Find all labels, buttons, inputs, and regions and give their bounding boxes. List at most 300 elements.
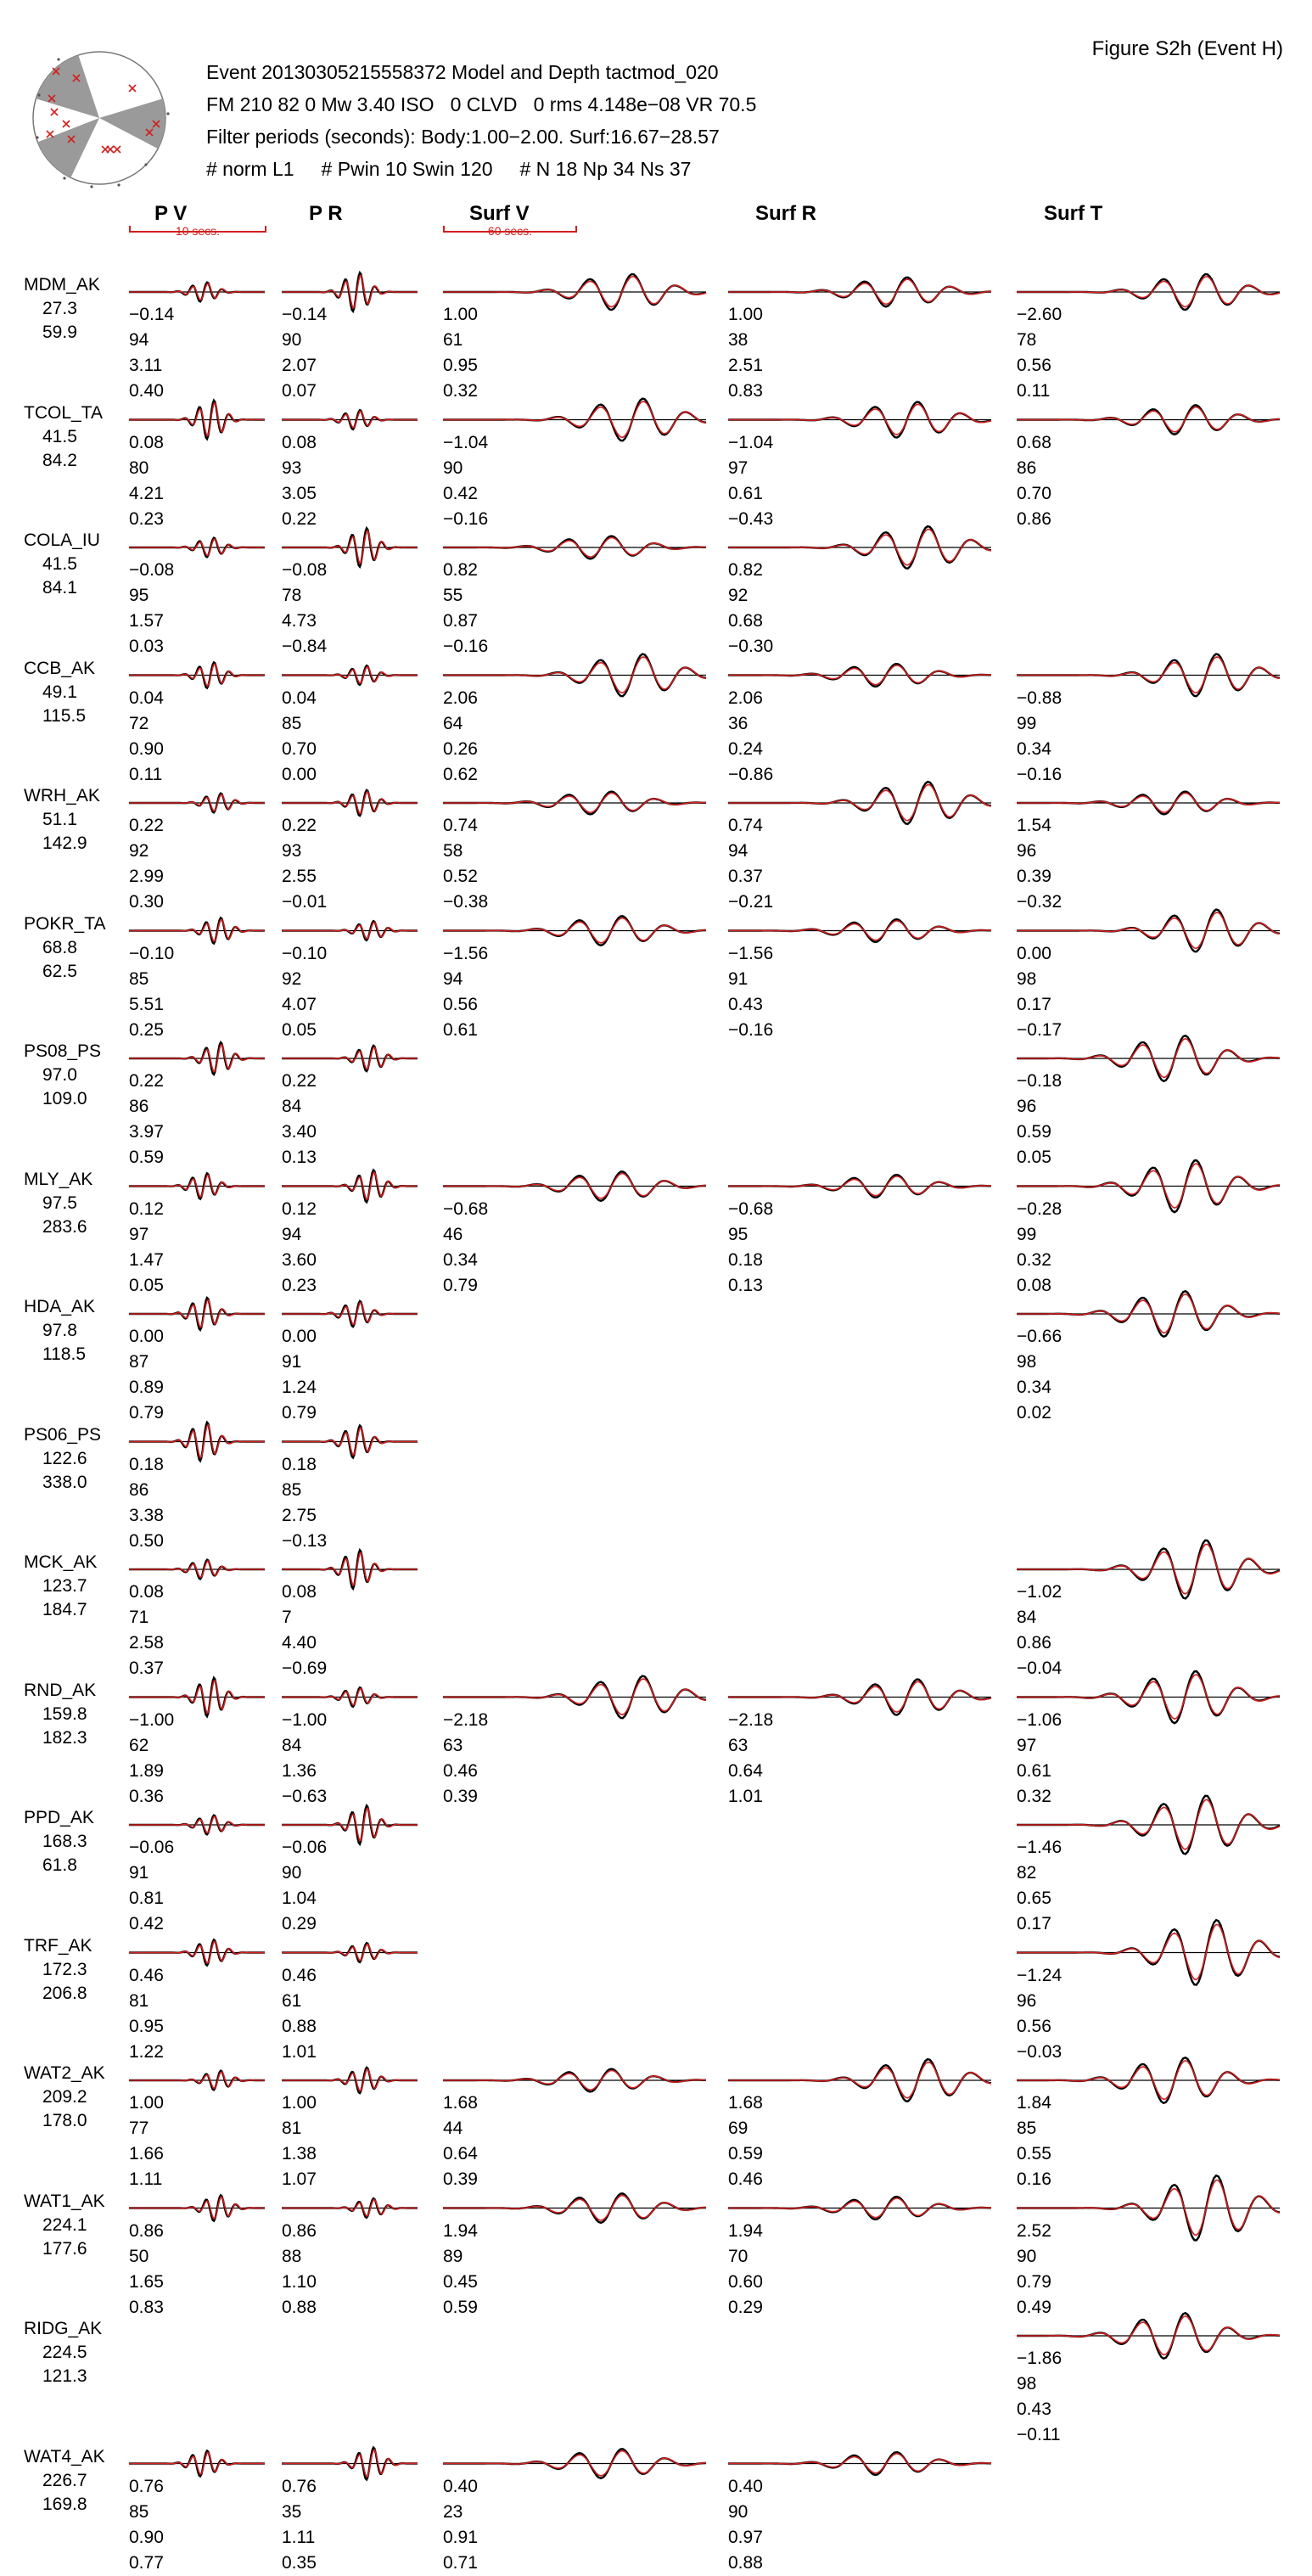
weight: 0.35 — [282, 2552, 317, 2573]
fit-stats-sr — [728, 1708, 773, 1810]
weight: 1.07 — [282, 2169, 317, 2189]
cross-correlation: 55 — [443, 586, 463, 605]
fit-stats-pv — [129, 941, 174, 1043]
fit-stats-pv — [129, 1835, 174, 1937]
synthetic-trace — [282, 792, 418, 814]
cross-correlation: 84 — [282, 1097, 302, 1116]
station-name: PS08_PS — [24, 1041, 102, 1061]
time-shift: 0.46 — [282, 1965, 317, 1985]
time-shift: −1.04 — [728, 432, 774, 452]
observed-trace — [728, 278, 991, 306]
time-shift: −0.68 — [728, 1198, 774, 1219]
synthetic-trace — [282, 1303, 418, 1325]
column-header-st: Surf T — [1044, 202, 1103, 225]
amplitude-ratio: 0.52 — [443, 867, 478, 886]
synthetic-trace — [129, 283, 265, 300]
amplitude-ratio: 0.46 — [443, 1760, 478, 1781]
station-name: HDA_AK — [24, 1297, 96, 1316]
time-shift: 1.00 — [443, 305, 478, 324]
station-az: 121.3 — [42, 2366, 87, 2386]
cross-correlation: 98 — [1017, 1352, 1037, 1372]
synthetic-trace — [282, 1689, 418, 1705]
cross-correlation: 77 — [129, 2119, 149, 2138]
station-dist: 41.5 — [42, 554, 77, 574]
figure-label: Figure S2h (Event H) — [1091, 37, 1283, 60]
weight: 0.46 — [728, 2169, 763, 2189]
station-name: WAT2_AK — [24, 2063, 105, 2083]
synthetic-trace — [728, 921, 991, 940]
station-az: 177.6 — [42, 2238, 87, 2259]
station-label — [24, 784, 100, 856]
amplitude-ratio: 0.97 — [728, 2527, 763, 2547]
station-label — [24, 401, 103, 473]
cross-correlation: 35 — [282, 2501, 302, 2522]
weight: −0.11 — [1017, 2425, 1061, 2444]
fit-stats-st — [1017, 941, 1062, 1043]
cross-correlation: 86 — [129, 1479, 149, 1500]
amplitude-ratio: 0.56 — [1017, 2016, 1051, 2036]
fit-stats-st — [1017, 1197, 1062, 1299]
amplitude-ratio: 0.45 — [443, 2271, 478, 2292]
amplitude-ratio: 1.04 — [282, 1889, 317, 1908]
fit-stats-st — [1017, 430, 1051, 532]
fit-stats-pr — [282, 1452, 327, 1554]
synthetic-trace — [129, 664, 265, 686]
fit-stats-sv — [443, 2091, 478, 2192]
observed-trace — [443, 2449, 706, 2478]
station-label — [24, 1040, 101, 1111]
station-az: 338.0 — [42, 1472, 87, 1492]
amplitude-ratio: 3.40 — [282, 1122, 317, 1142]
station-az: 206.8 — [42, 1983, 87, 2003]
time-shift: 2.06 — [443, 687, 478, 708]
station-az: 109.0 — [42, 1089, 87, 1108]
synthetic-trace — [443, 2451, 706, 2476]
cross-correlation: 87 — [129, 1352, 149, 1372]
synthetic-trace — [129, 1300, 265, 1327]
cross-correlation: 85 — [129, 2501, 149, 2522]
station-dist: 168.3 — [42, 1832, 87, 1851]
synthetic-trace — [282, 1047, 418, 1069]
amplitude-ratio: 3.38 — [129, 1505, 164, 1525]
amplitude-ratio: 0.18 — [728, 1249, 763, 1270]
station-az: 84.1 — [42, 578, 77, 598]
observed-trace — [129, 662, 265, 687]
fit-stats-pr — [282, 2219, 317, 2321]
time-shift: −2.18 — [728, 1709, 774, 1730]
cross-correlation: 89 — [443, 2246, 463, 2266]
focal-mechanism-beachball — [19, 37, 180, 199]
station-name: WAT1_AK — [24, 2191, 105, 2211]
cross-correlation: 84 — [282, 1735, 302, 1755]
cross-correlation: 90 — [443, 457, 463, 478]
cross-correlation: 78 — [282, 586, 302, 605]
observed-trace — [728, 2452, 991, 2475]
cross-correlation: 84 — [1017, 1608, 1037, 1627]
station-dist: 97.5 — [42, 1193, 77, 1213]
time-shift: 0.86 — [282, 2220, 317, 2241]
time-shift: −1.56 — [443, 943, 489, 963]
fit-stats-pv — [129, 686, 164, 788]
cross-correlation: 85 — [129, 968, 149, 989]
amplitude-ratio: 0.42 — [443, 483, 478, 503]
observed-trace — [728, 2059, 991, 2102]
amplitude-ratio: 2.75 — [282, 1505, 317, 1525]
synthetic-trace — [282, 2450, 418, 2477]
amplitude-ratio: 1.89 — [129, 1760, 164, 1781]
synthetic-trace — [443, 657, 706, 693]
time-scale-bar-pv — [129, 225, 266, 239]
time-shift: 0.18 — [282, 1454, 317, 1474]
fit-stats-st — [1017, 2219, 1051, 2321]
amplitude-ratio: 0.56 — [1017, 356, 1051, 375]
cross-correlation: 97 — [728, 457, 749, 478]
time-shift: 1.94 — [728, 2220, 763, 2241]
cross-correlation: 94 — [129, 330, 149, 350]
synthetic-trace — [1017, 2180, 1280, 2236]
column-header-pv: P V — [154, 202, 188, 225]
weight: −0.04 — [1017, 1658, 1062, 1678]
weight: −0.16 — [728, 1019, 774, 1040]
station-dist: 68.8 — [42, 937, 77, 957]
observed-trace — [282, 665, 418, 685]
fit-stats-pr — [282, 2091, 317, 2192]
amplitude-ratio: 0.64 — [443, 2144, 478, 2164]
synthetic-trace — [129, 2072, 265, 2088]
time-shift: 0.22 — [129, 816, 164, 835]
weight: 0.29 — [282, 1914, 317, 1933]
fit-stats-sv — [443, 558, 488, 659]
time-shift: 0.76 — [129, 2476, 164, 2496]
weight: 0.07 — [282, 381, 317, 401]
station-dist: 226.7 — [42, 2470, 87, 2490]
amplitude-ratio: 0.59 — [728, 2144, 763, 2164]
cross-correlation: 94 — [443, 968, 463, 989]
weight: 0.71 — [443, 2552, 478, 2573]
cross-correlation: 91 — [129, 1863, 149, 1883]
amplitude-ratio: 0.43 — [1017, 2399, 1051, 2419]
event-header — [206, 56, 756, 185]
station-az: 182.3 — [42, 1727, 87, 1748]
cross-correlation: 63 — [443, 1735, 463, 1755]
fit-stats-sr — [728, 2474, 763, 2576]
amplitude-ratio: 2.51 — [728, 356, 763, 375]
time-shift: −1.02 — [1017, 1582, 1062, 1602]
fit-stats-pr — [282, 558, 327, 659]
station-label — [24, 273, 100, 345]
synthetic-trace — [443, 2196, 706, 2220]
station-name: TCOL_TA — [24, 402, 103, 423]
amplitude-ratio: 1.10 — [282, 2271, 317, 2292]
amplitude-ratio: 0.68 — [728, 611, 763, 631]
time-shift: −0.08 — [129, 560, 175, 580]
synthetic-trace — [443, 1174, 706, 1198]
fit-stats-pr — [282, 430, 317, 532]
weight: −0.38 — [443, 892, 489, 912]
observed-trace — [728, 2197, 991, 2220]
cross-correlation: 38 — [728, 330, 749, 350]
time-shift: −1.00 — [282, 1709, 328, 1730]
amplitude-ratio: 0.64 — [728, 1760, 763, 1781]
fit-stats-sv — [443, 941, 488, 1043]
amplitude-ratio: 0.17 — [1017, 994, 1051, 1014]
fit-stats-pr — [282, 1963, 317, 2065]
synthetic-trace — [728, 279, 991, 304]
observed-trace — [129, 1816, 265, 1835]
station-label — [24, 2445, 105, 2517]
weight: 0.32 — [1017, 1786, 1051, 1806]
cross-correlation: 99 — [1017, 1224, 1037, 1244]
station-az: 115.5 — [42, 705, 86, 726]
weight: −0.32 — [1017, 892, 1062, 912]
observed-trace — [282, 1943, 418, 1962]
cross-correlation: 64 — [443, 713, 463, 733]
time-shift: 1.84 — [1017, 2093, 1051, 2113]
weight: 0.39 — [443, 2169, 478, 2189]
fit-stats-pr — [282, 302, 327, 404]
observed-trace — [129, 283, 265, 302]
weight: −0.16 — [1017, 764, 1062, 784]
time-shift: −0.18 — [1017, 1071, 1062, 1091]
fit-stats-st — [1017, 2091, 1051, 2192]
cross-correlation: 98 — [1017, 2374, 1037, 2394]
weight: 0.11 — [129, 764, 163, 784]
fit-stats-sr — [728, 2219, 763, 2321]
weight: −0.03 — [1017, 2041, 1062, 2062]
weight: 0.49 — [1017, 2297, 1051, 2317]
cross-correlation: 93 — [282, 457, 302, 478]
synthetic-trace — [129, 794, 265, 811]
fit-stats-sr — [728, 558, 773, 659]
time-shift: −0.10 — [129, 943, 175, 963]
amplitude-ratio: 4.21 — [129, 483, 164, 503]
amplitude-ratio: 0.60 — [728, 2271, 763, 2292]
fit-stats-pv — [129, 1197, 164, 1299]
station-label — [24, 2190, 105, 2261]
fit-stats-st — [1017, 1963, 1062, 2065]
synthetic-trace — [282, 1945, 418, 1961]
fault-mechanism-line: FM 210 82 0 Mw 3.40 ISO 0 CLVD 0 rms 4.148e−08 VR 70.5 — [206, 93, 757, 115]
weight: 0.23 — [282, 1275, 317, 1295]
station-name: WAT4_AK — [24, 2446, 105, 2467]
fit-stats-st — [1017, 1324, 1062, 1426]
amplitude-ratio: 5.51 — [129, 994, 164, 1014]
weight: −0.84 — [282, 637, 328, 656]
weight: 0.25 — [129, 1019, 164, 1040]
amplitude-ratio: 4.40 — [282, 1633, 317, 1653]
inversion-params-line: # norm L1 # Pwin 10 Swin 120 # N 18 Np 34 Ns 37 — [206, 158, 692, 180]
weight: −0.86 — [728, 764, 774, 784]
weight: 0.02 — [1017, 1403, 1051, 1423]
observed-trace — [129, 2450, 265, 2476]
time-scale-label-pv: 10 secs. — [175, 224, 221, 238]
fit-stats-sv — [443, 430, 488, 532]
weight: 0.11 — [1017, 381, 1051, 401]
weight: 0.79 — [129, 1403, 164, 1423]
fit-stats-sv — [443, 1197, 488, 1299]
synthetic-trace — [728, 2198, 991, 2218]
observed-trace — [728, 664, 991, 687]
weight: 0.39 — [443, 1786, 478, 1806]
weight: 0.05 — [129, 1275, 164, 1295]
observed-trace — [443, 2069, 706, 2092]
cross-correlation: 81 — [129, 1990, 149, 2011]
station-az: 61.8 — [42, 1855, 77, 1875]
cross-correlation: 61 — [282, 1990, 302, 2011]
time-shift: −1.24 — [1017, 1965, 1062, 1985]
station-label — [24, 2317, 102, 2388]
amplitude-ratio: 1.65 — [129, 2271, 164, 2292]
time-shift: 0.00 — [129, 1327, 164, 1346]
time-shift: 0.08 — [282, 432, 317, 452]
weight: −0.13 — [282, 1530, 328, 1551]
amplitude-ratio: 0.70 — [1017, 483, 1051, 503]
cross-correlation: 98 — [1017, 968, 1037, 989]
station-name: TRF_AK — [24, 1935, 93, 1956]
fit-stats-sv — [443, 813, 488, 915]
time-shift: 0.04 — [282, 687, 317, 708]
amplitude-ratio: 2.07 — [282, 356, 317, 375]
station-az: 169.8 — [42, 2494, 87, 2514]
weight: 0.61 — [443, 1019, 478, 1040]
cross-correlation: 58 — [443, 841, 463, 861]
station-az: 118.5 — [42, 1344, 86, 1364]
cross-correlation: 86 — [129, 1097, 149, 1116]
synthetic-trace — [282, 923, 418, 939]
fit-stats-pv — [129, 1580, 164, 1681]
synthetic-trace — [129, 1816, 265, 1832]
time-shift: −0.06 — [282, 1838, 328, 1857]
synthetic-trace — [1017, 407, 1280, 432]
amplitude-ratio: 4.07 — [282, 994, 317, 1014]
observed-trace — [129, 918, 265, 943]
weight: −0.16 — [443, 637, 489, 656]
cross-correlation: 23 — [443, 2501, 463, 2522]
station-dist: 122.6 — [42, 1448, 87, 1468]
cross-correlation: 96 — [1017, 841, 1037, 861]
cross-correlation: 44 — [443, 2119, 463, 2138]
time-shift: −0.68 — [443, 1198, 489, 1219]
station-az: 59.9 — [42, 323, 77, 342]
cross-correlation: 63 — [728, 1735, 749, 1755]
column-header-sr: Surf R — [755, 202, 816, 225]
time-shift: 1.94 — [443, 2220, 478, 2241]
fit-stats-pv — [129, 430, 164, 532]
synthetic-trace — [129, 2452, 265, 2474]
time-scale-bar-sv — [443, 225, 577, 239]
time-shift: 0.22 — [282, 1071, 317, 1091]
observed-trace — [282, 2198, 418, 2218]
amplitude-ratio: 0.34 — [1017, 738, 1051, 759]
synthetic-trace — [129, 1045, 265, 1072]
cross-correlation: 99 — [1017, 713, 1037, 733]
weight: 1.11 — [129, 2169, 163, 2189]
amplitude-ratio: 0.86 — [1017, 1633, 1051, 1653]
amplitude-ratio: 2.99 — [129, 867, 164, 886]
weight: −0.21 — [728, 892, 774, 912]
station-name: CCB_AK — [24, 658, 96, 678]
station-az: 178.0 — [42, 2111, 87, 2130]
time-shift: 1.00 — [282, 2093, 317, 2113]
cross-correlation: 95 — [728, 1224, 749, 1244]
station-label — [24, 1423, 101, 1495]
weight: 0.23 — [129, 508, 164, 529]
cross-correlation: 82 — [1017, 1863, 1037, 1883]
station-label — [24, 912, 105, 984]
station-dist: 97.8 — [42, 1321, 77, 1340]
cross-correlation: 93 — [282, 841, 302, 861]
time-shift: 1.68 — [728, 2093, 763, 2113]
station-name: PPD_AK — [24, 1808, 94, 1827]
time-shift: 0.46 — [129, 1965, 164, 1985]
synthetic-trace — [129, 1175, 265, 1197]
weight: 1.01 — [282, 2041, 317, 2062]
observed-trace — [443, 792, 706, 815]
synthetic-trace — [1017, 793, 1280, 812]
fit-stats-pv — [129, 1324, 164, 1426]
time-shift: −0.14 — [282, 305, 328, 324]
time-shift: −0.88 — [1017, 687, 1062, 708]
observed-trace — [443, 274, 706, 310]
station-dist: 41.5 — [42, 426, 77, 446]
amplitude-ratio: 0.56 — [443, 994, 478, 1014]
weight: 0.29 — [728, 2297, 763, 2317]
time-shift: 1.00 — [728, 305, 763, 324]
fit-stats-pr — [282, 1069, 317, 1170]
station-label — [24, 529, 100, 600]
amplitude-ratio: 2.55 — [282, 867, 317, 886]
station-name: WRH_AK — [24, 786, 100, 805]
synthetic-trace — [282, 2069, 418, 2091]
fit-stats-sr — [728, 941, 773, 1043]
station-name: RIDG_AK — [24, 2319, 103, 2338]
station-dist: 172.3 — [42, 1959, 87, 1979]
time-shift: −2.60 — [1017, 305, 1062, 324]
synthetic-trace — [129, 1561, 265, 1577]
cross-correlation: 85 — [1017, 2119, 1037, 2138]
fit-stats-pv — [129, 1069, 164, 1170]
cross-correlation: 95 — [129, 586, 149, 605]
synthetic-trace — [728, 2454, 991, 2473]
weight: 1.22 — [129, 2041, 164, 2062]
synthetic-trace — [282, 667, 418, 683]
fit-stats-pr — [282, 2474, 317, 2576]
cross-correlation: 71 — [129, 1608, 149, 1627]
amplitude-ratio: 0.95 — [129, 2016, 164, 2036]
fit-stats-pr — [282, 941, 327, 1043]
weight: 0.88 — [282, 2297, 317, 2317]
event-title: Event 20130305215558372 Model and Depth tactmod_020 — [206, 61, 719, 83]
cross-correlation: 61 — [443, 330, 463, 350]
observed-trace — [443, 536, 706, 559]
station-label — [24, 1168, 93, 1239]
fit-stats-pr — [282, 813, 327, 915]
fit-stats-pv — [129, 2091, 164, 2192]
time-shift: 1.68 — [443, 2093, 478, 2113]
fit-stats-sr — [728, 813, 773, 915]
time-shift: −2.18 — [443, 1709, 489, 1730]
weight: −0.63 — [282, 1786, 328, 1806]
time-shift: 0.22 — [129, 1071, 164, 1091]
weight: 0.79 — [443, 1275, 478, 1295]
amplitude-ratio: 0.34 — [1017, 1378, 1051, 1397]
time-shift: 0.68 — [1017, 432, 1051, 452]
fit-stats-pv — [129, 2219, 164, 2321]
synthetic-trace — [282, 412, 418, 428]
station-dist: 209.2 — [42, 2087, 87, 2107]
fit-stats-st — [1017, 2346, 1062, 2448]
cross-correlation: 72 — [129, 713, 149, 733]
